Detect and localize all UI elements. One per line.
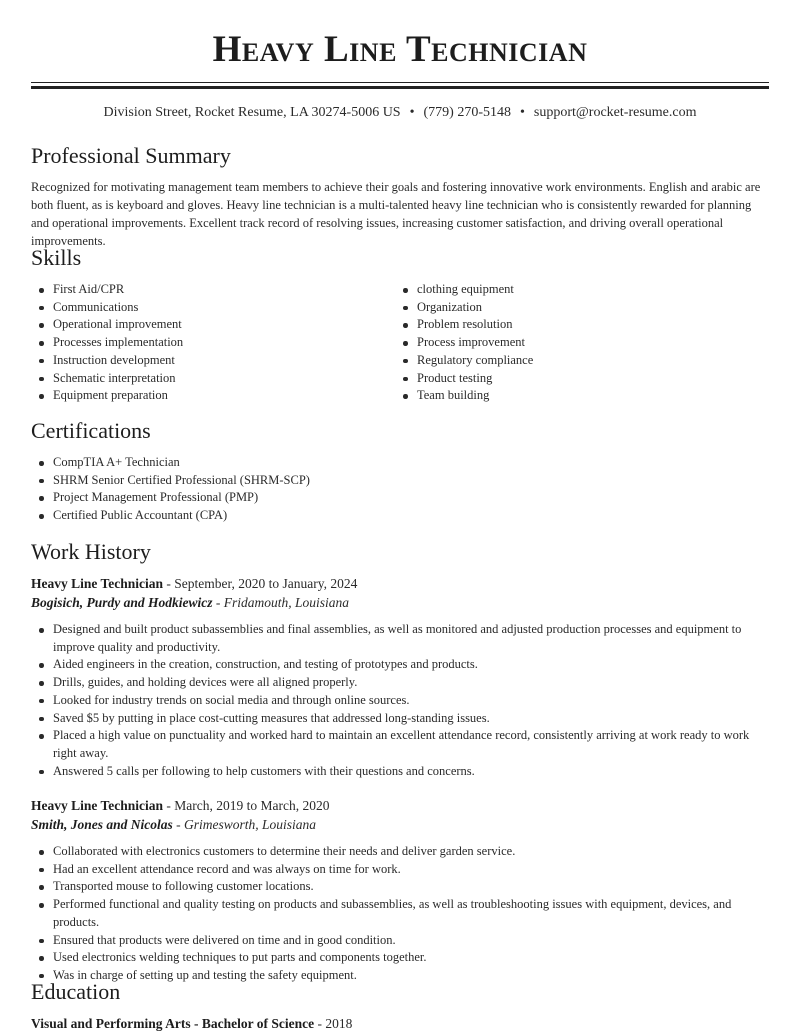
skills-list-right xyxy=(395,281,769,405)
job-2-employer: Smith, Jones and Nicolas xyxy=(31,817,173,832)
job-duty-item: Answered 5 calls per following to help customers with their questions and concerns. xyxy=(31,763,769,781)
job-duty-item: Ensured that products were delivered on time and in good condition. xyxy=(31,932,769,950)
skill-item: Problem resolution xyxy=(395,316,769,334)
skill-item: Communications xyxy=(31,299,391,317)
education-year: - 2018 xyxy=(314,1016,353,1031)
job-1-location: - Fridamouth, Louisiana xyxy=(212,595,350,610)
job-duty-item: Collaborated with electronics customers to determine their needs and deliver garden service. xyxy=(31,843,769,861)
skill-item: clothing equipment xyxy=(395,281,769,299)
skill-item: Product testing xyxy=(395,370,769,388)
job-2-title-line xyxy=(31,797,330,815)
job-1-role: Heavy Line Technician xyxy=(31,576,164,591)
skill-item: Organization xyxy=(395,299,769,317)
job-2-role: Heavy Line Technician xyxy=(31,798,164,813)
skill-item: Instruction development xyxy=(31,352,391,370)
contact-email[interactable]: support@rocket-resume.com xyxy=(533,105,697,120)
skill-item: First Aid/CPR xyxy=(31,281,391,299)
job-duty-item: Saved $5 by putting in place cost-cutting measures that addressed long-standing issues. xyxy=(31,710,769,728)
job-1-employer: Bogisich, Purdy and Hodkiewicz xyxy=(31,595,213,610)
job-duty-item: Performed functional and quality testing on products and subassemblies, as well as troubleshooting issues with equipment, devices, and products. xyxy=(31,896,769,931)
skill-item: Regulatory compliance xyxy=(395,352,769,370)
contact-separator: • xyxy=(520,105,525,120)
contact-address: Division Street, Rocket Resume, LA 30274-5006 US xyxy=(103,105,401,120)
certification-item: Project Management Professional (PMP) xyxy=(31,489,769,507)
job-2-dates: - March, 2019 to March, 2020 xyxy=(163,798,330,813)
job-1-employer-line xyxy=(31,594,349,612)
job-duty-item: Drills, guides, and holding devices were all aligned properly. xyxy=(31,674,769,692)
summary-text: Recognized for motivating management team members to achieve their goals and fostering innovative work environments. English and arabic are both fluent, as is keyboard and gloves. Heavy line technician is a multi-talented heavy line technician who is consistently rewarded for planning and operational improvements. Excellent track record of resolving issues, increasing customer satisfaction, and driving overall operational improvements. xyxy=(31,180,761,248)
contact-phone: (779) 270-5148 xyxy=(423,105,511,120)
skill-item: Equipment preparation xyxy=(31,387,391,405)
education-line xyxy=(31,1015,352,1033)
resume-name-heading: Heavy Line Technician xyxy=(212,29,588,70)
education-degree: Visual and Performing Arts - Bachelor of Science xyxy=(31,1016,315,1031)
education-heading: Education xyxy=(31,979,121,1004)
job-duty-item: Was in charge of setting up and testing the safety equipment. xyxy=(31,967,769,985)
job-duty-item: Aided engineers in the creation, construction, and testing of prototypes and products. xyxy=(31,656,769,674)
summary-heading: Professional Summary xyxy=(31,143,231,168)
skill-item: Processes implementation xyxy=(31,334,391,352)
skills-list-left xyxy=(31,281,391,405)
skill-item: Team building xyxy=(395,387,769,405)
certifications-heading: Certifications xyxy=(31,418,151,443)
job-duty-item: Placed a high value on punctuality and worked hard to maintain an excellent attendance record, consistently arriving at work ready to work right away. xyxy=(31,727,769,762)
certification-item: CompTIA A+ Technician xyxy=(31,454,769,472)
skill-item: Process improvement xyxy=(395,334,769,352)
job-1-title-line xyxy=(31,575,357,593)
skill-item: Operational improvement xyxy=(31,316,391,334)
job-duty-item: Looked for industry trends on social media and through online sources. xyxy=(31,692,769,710)
skills-heading: Skills xyxy=(31,245,82,270)
job-1-dates: - September, 2020 to January, 2024 xyxy=(163,576,358,591)
skill-item: Schematic interpretation xyxy=(31,370,391,388)
work-history-heading: Work History xyxy=(31,539,151,564)
header-divider-thin xyxy=(31,82,769,83)
job-duty-item: Designed and built product subassemblies and final assemblies, as well as monitored and adjusted production processes and equipment to improve quality and productivity. xyxy=(31,621,769,656)
job-2-employer-line xyxy=(31,816,316,834)
contact-separator: • xyxy=(409,105,415,120)
job-duty-item: Had an excellent attendance record and was always on time for work. xyxy=(31,861,769,879)
contact-line xyxy=(31,104,769,122)
certification-item: Certified Public Accountant (CPA) xyxy=(31,507,769,525)
job-2-location: - Grimesworth, Louisiana xyxy=(172,817,317,832)
certifications-list xyxy=(31,454,769,525)
job-1-duties-list xyxy=(31,621,769,780)
header-divider-thick xyxy=(31,86,769,89)
certification-item: SHRM Senior Certified Professional (SHRM-SCP) xyxy=(31,472,769,490)
resume-page xyxy=(31,0,769,1031)
job-duty-item: Used electronics welding techniques to put parts and components together. xyxy=(31,949,769,967)
job-duty-item: Transported mouse to following customer locations. xyxy=(31,878,769,896)
job-2-duties-list xyxy=(31,843,769,985)
